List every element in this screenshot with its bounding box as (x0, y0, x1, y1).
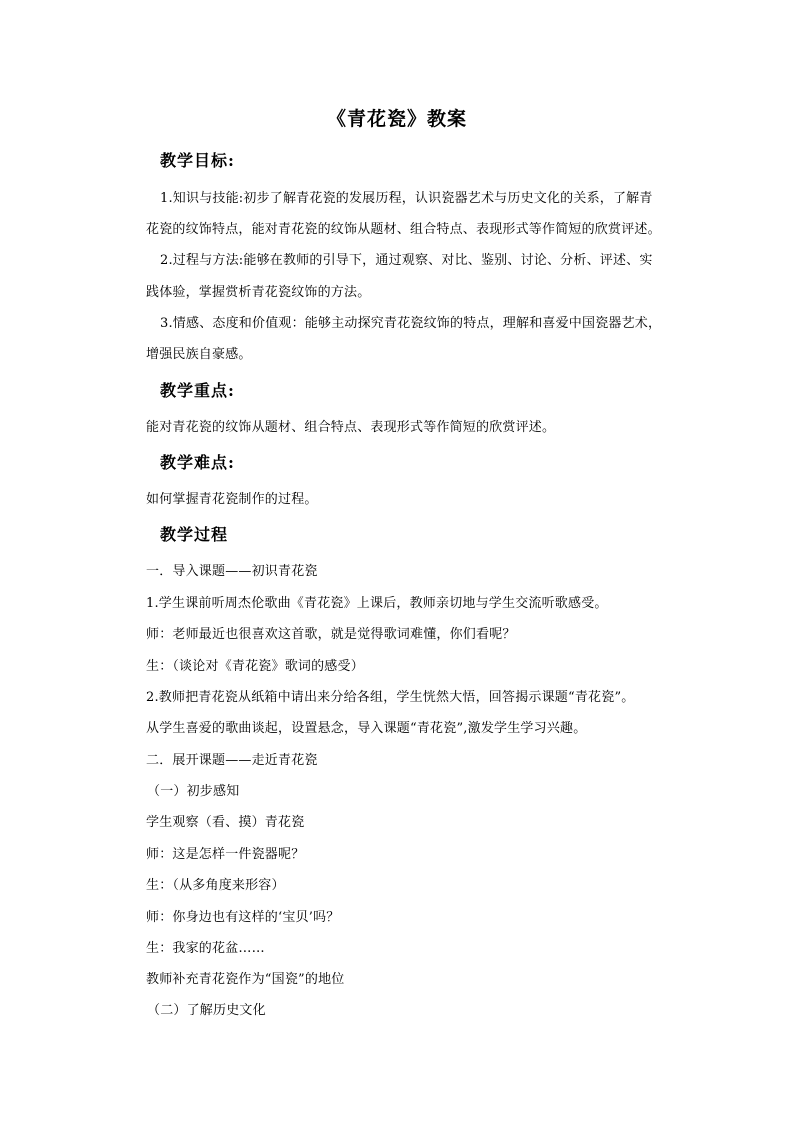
key-points-heading: 教学重点: (160, 381, 235, 400)
difficulties-heading: 教学难点: (160, 453, 235, 472)
objectives-line: 1.知识与技能:初步了解青花瓷的发展历程，认识瓷器艺术与历史文化的关系，了解青 (160, 191, 653, 206)
objectives-line: 增强民族自豪感。 (146, 347, 252, 362)
process-line: 师：这是怎样一件瓷器呢？ (146, 847, 305, 862)
process-line: 学生观察（看、摸）青花瓷 (146, 815, 305, 830)
process-line: 生：（谈论对《青花瓷》歌词的感受） (146, 659, 364, 674)
key-points-text: 能对青花瓷的纹饰从题材、组合特点、表现形式等作简短的欣赏评述。 (146, 420, 556, 435)
page-title: 《青花瓷》教案 (326, 108, 467, 130)
objectives-line: 3.情感、态度和价值观：能够主动探究青花瓷纹饰的特点，理解和喜爱中国瓷器艺术， (160, 316, 662, 331)
process-line: 师：老师最近也很喜欢这首歌，就是觉得歌词难懂，你们看呢？ (146, 627, 516, 642)
objectives-line: 践体验，掌握赏析青花瓷纹饰的方法。 (146, 285, 371, 300)
process-line: 生：我家的花盆…… (146, 941, 265, 956)
difficulties-text: 如何掌握青花瓷制作的过程。 (146, 492, 318, 507)
process-line: （二）了解历史文化 (147, 1003, 266, 1018)
objectives-heading: 教学目标: (160, 151, 235, 170)
process-line: 一．导入课题——初识青花瓷 (146, 564, 318, 579)
process-line: 1.学生课前听周杰伦歌曲《青花瓷》上课后，教师亲切地与学生交流听歌感受。 (146, 596, 608, 611)
process-line: 师：你身边也有这样的‘宝贝’吗？ (146, 910, 340, 925)
process-heading: 教学过程 (160, 525, 229, 544)
process-line: 2.教师把青花瓷从纸箱中请出来分给各组，学生恍然大悟，回答揭示课题“青花瓷”。 (146, 690, 635, 705)
objectives-line: 2.过程与方法:能够在教师的引导下，通过观察、对比、鉴别、讨论、分析、评述、实 (160, 253, 653, 268)
process-line: 教师补充青花瓷作为“国瓷”的地位 (146, 972, 345, 987)
process-line: 二．展开课题——走近青花瓷 (146, 753, 318, 768)
process-line: （一）初步感知 (147, 784, 240, 799)
process-line: 从学生喜爱的歌曲谈起，设置悬念，导入课题“青花瓷”,激发学生学习兴趣。 (146, 721, 587, 736)
objectives-line: 花瓷的纹饰特点，能对青花瓷的纹饰从题材、组合特点、表现形式等作简短的欣赏评述。 (146, 222, 661, 237)
process-line: 生：（从多角度来形容） (146, 878, 285, 893)
